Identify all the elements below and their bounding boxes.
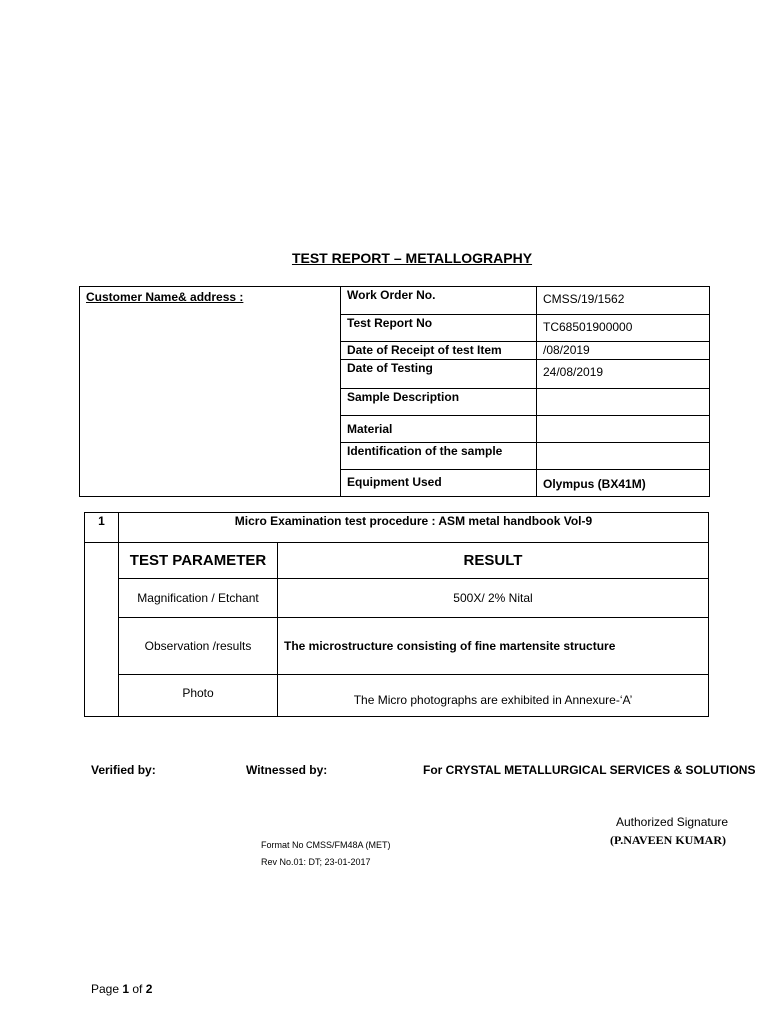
test-results-table [84,512,709,717]
witnessed-by-label: Witnessed by: [246,763,328,777]
field-label: Sample Description [341,389,537,416]
parameter-cell: Photo [119,675,278,717]
page-total: 2 [145,982,153,996]
authorized-signature-label: Authorized Signature [616,815,729,829]
customer-cell [80,287,341,497]
revision-number: Rev No.01: DT; 23-01-2017 [261,857,371,867]
result-header: RESULT [278,543,709,579]
result-cell: The Micro photographs are exhibited in Annexure-‘A’ [278,675,709,717]
parameter-cell: Observation /results [119,618,278,675]
page-of: of [129,982,146,996]
page-current: 1 [122,982,130,996]
result-cell: The microstructure consisting of fine martensite structure [278,618,709,675]
result-cell: 500X/ 2% Nital [278,579,709,618]
report-title: TEST REPORT – METALLOGRAPHY [291,250,533,266]
page-indicator [91,982,152,996]
field-value: /08/2019 [537,342,710,360]
verified-by-label: Verified by: [91,763,156,777]
parameter-cell: Magnification / Etchant [119,579,278,618]
field-label: Work Order No. [341,287,537,315]
company-name: For CRYSTAL METALLURGICAL SERVICES & SOLUTIONS [423,763,756,777]
field-label: Date of Receipt of test Item [341,342,537,360]
field-label: Material [341,416,537,443]
test-procedure: Micro Examination test procedure : ASM metal handbook Vol-9 [119,513,709,543]
test-parameter-header: TEST PARAMETER [119,543,278,579]
report-info-table [79,286,710,497]
field-label: Date of Testing [341,360,537,389]
field-label: Equipment Used [341,470,537,497]
blank-cell [85,543,119,717]
page-prefix: Page [91,982,123,996]
signatory-name: (P.NAVEEN KUMAR) [610,833,727,847]
field-value: CMSS/19/1562 [537,287,710,315]
field-value: Olympus (BX41M) [537,470,710,497]
customer-label: Customer Name& address : [86,290,244,304]
field-value [537,416,710,443]
field-value: TC68501900000 [537,315,710,342]
field-value [537,443,710,470]
test-number: 1 [85,513,119,543]
field-value: 24/08/2019 [537,360,710,389]
field-label: Identification of the sample [341,443,537,470]
format-number: Format No CMSS/FM48A (MET) [261,840,391,850]
field-value [537,389,710,416]
field-label: Test Report No [341,315,537,342]
